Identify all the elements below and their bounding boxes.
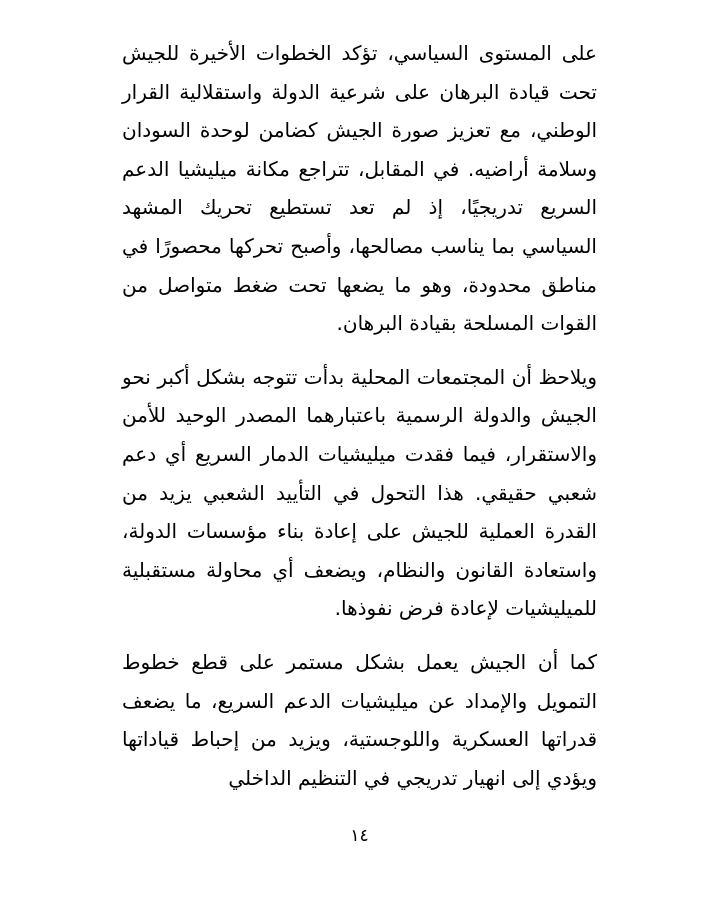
body-text: [122, 34, 597, 797]
paragraph-public-support: ويلاحظ أن المجتمعات المحلية بدأت تتوجه بشكل أكبر نحو الجيش والدولة الرسمية باعتبارهما المصدر الوحيد للأمن والاستقرار، فيما فقدت ميليشيات الدمار السريع أي دعم شعبي حقيقي. هذا التحول في التأييد الشعبي يزيد من القدرة العملية للجيش على إعادة بناء مؤسسات الدولة، واستعادة القانون والنظام، ويضعف أي محاولة مستقبلية للميليشيات لإعادة فرض نفوذها.: [122, 364, 597, 621]
page-number: ١٤: [350, 826, 369, 846]
paragraph-political: على المستوى السياسي، تؤكد الخطوات الأخيرة للجيش تحت قيادة البرهان على شرعية الدولة واستقلالية القرار الوطني، مع تعزيز صورة الجيش كضامن لوحدة السودان وسلامة أراضيه. في المقابل، تتراجع مكانة ميليشيا الدعم السريع تدريجيًا، إذ لم تعد تستطيع تحريك المشهد السياسي بما يناسب مصالحها، وأصبح تحركها محصورًا في مناطق محدودة، وهو ما يضعها تحت ضغط متواصل من القوات المسلحة بقيادة البرهان.: [122, 41, 597, 336]
paragraph-supply-lines: كما أن الجيش يعمل بشكل مستمر على قطع خطوط التمويل والإمداد عن ميليشيات الدعم السريع، ما يضعف قدراتها العسكرية واللوجستية، ويزيد من إحباط قياداتها ويؤدي إلى انهيار تدريجي في التنظيم الداخلي: [122, 649, 597, 790]
